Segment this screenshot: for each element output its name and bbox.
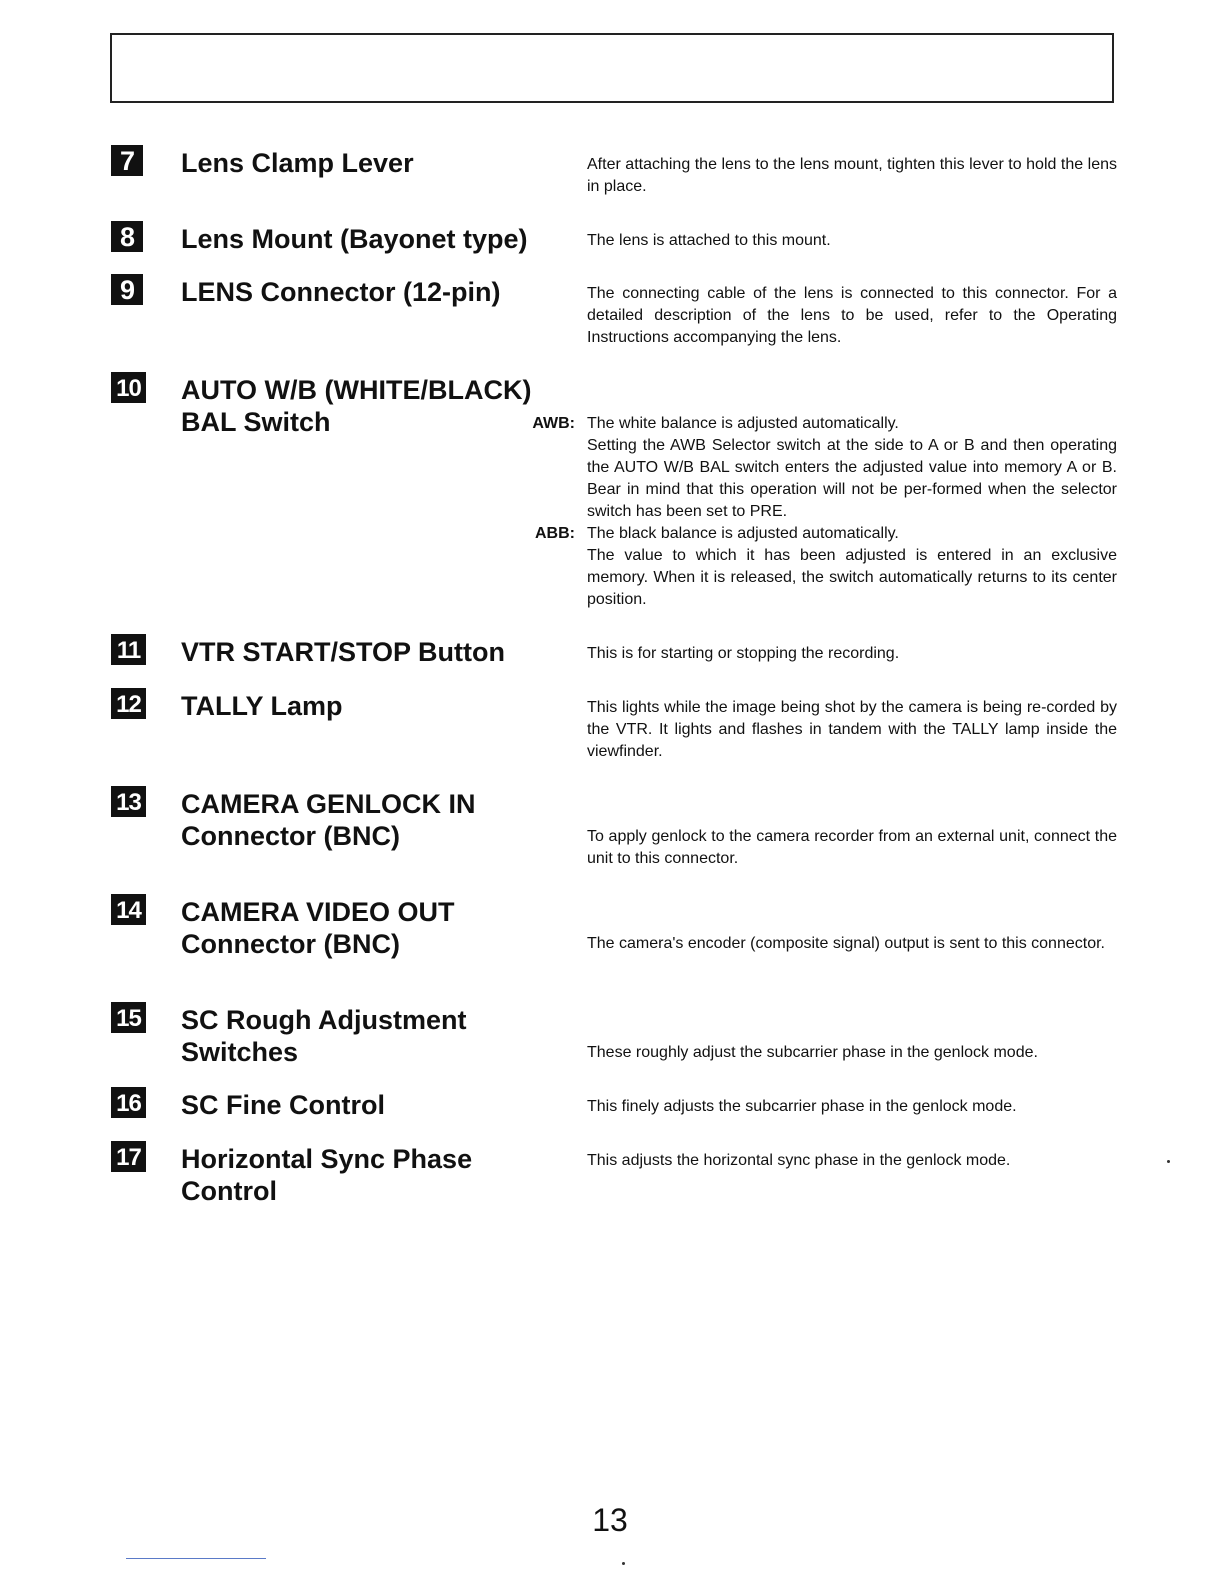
- item-description: The camera's encoder (composite signal) output is sent to this connector.: [587, 935, 1105, 952]
- page-number: 13: [592, 1502, 628, 1538]
- item-number-badge: 9: [111, 274, 143, 305]
- item-number-badge: 17: [111, 1141, 146, 1172]
- item-title: VTR START/STOP Button: [181, 637, 505, 667]
- item-title-line-1: SC Rough Adjustment: [181, 1005, 467, 1035]
- header-box: [110, 33, 1114, 103]
- item-description: These roughly adjust the subcarrier phase in the genlock mode.: [587, 1044, 1038, 1061]
- item-title: LENS Connector (12-pin): [181, 277, 501, 307]
- item-title: [181, 788, 561, 852]
- item-description: This is for starting or stopping the recording.: [587, 645, 900, 662]
- item-description: This lights while the image being shot by the camera is being re-corded by the VTR. It lights and flashes in tandem with the TALLY lamp inside the viewfinder.: [587, 699, 1117, 760]
- item-number-badge: 16: [111, 1087, 146, 1118]
- scan-speck: [622, 1562, 625, 1565]
- item-number-badge: 13: [111, 786, 146, 817]
- item-description: To apply genlock to the camera recorder from an external unit, connect the unit to this connector.: [587, 828, 1117, 867]
- awb-label: AWB:: [532, 415, 575, 432]
- item-title-line-1: CAMERA GENLOCK IN: [181, 789, 476, 819]
- item-title-line-2: Switches: [181, 1037, 299, 1067]
- item-title: Lens Clamp Lever: [181, 148, 414, 178]
- item-title-line-1: CAMERA VIDEO OUT: [181, 897, 455, 927]
- awb-description: The white balance is adjusted automatically. Setting the AWB Selector switch at the side to A or B and then operating the AUTO W/B BAL switch enters the adjusted value into memory A or B. Bear in mind that this operation will not be per-formed when the selector switch has been set to PRE.: [587, 415, 1117, 520]
- item-title-line-1: AUTO W/B (WHITE/BLACK): [181, 375, 532, 405]
- scan-speck: [1167, 1160, 1170, 1163]
- item-description: The lens is attached to this mount.: [587, 232, 831, 249]
- item-number-badge: 12: [111, 688, 146, 719]
- item-number-badge: 11: [111, 634, 146, 665]
- item-title: TALLY Lamp: [181, 691, 343, 721]
- item-title: [181, 1143, 561, 1207]
- item-description: After attaching the lens to the lens mount, tighten this lever to hold the lens in place.: [587, 156, 1117, 195]
- item-number-badge: 10: [111, 372, 146, 403]
- abb-description: The black balance is adjusted automatically. The value to which it has been adjusted is entered in an exclusive memory. When it is released, the switch automatically returns to its center position.: [587, 525, 1117, 608]
- item-description: The connecting cable of the lens is connected to this connector. For a detailed description of the lens to be used, refer to the Operating Instructions accompanying the lens.: [587, 285, 1117, 346]
- item-number-badge: 7: [111, 145, 143, 176]
- item-number-badge: 15: [111, 1002, 146, 1033]
- item-title: [181, 896, 561, 960]
- item-title-line-2: Connector (BNC): [181, 821, 400, 851]
- item-title: [181, 1004, 561, 1068]
- item-title: SC Fine Control: [181, 1090, 385, 1120]
- item-number-badge: 8: [111, 221, 143, 252]
- item-number-badge: 14: [111, 894, 146, 925]
- footer-rule: [126, 1558, 266, 1559]
- item-title: Lens Mount (Bayonet type): [181, 224, 528, 254]
- item-title-line-2: Control: [181, 1176, 277, 1206]
- abb-label: ABB:: [535, 525, 575, 542]
- item-description: This adjusts the horizontal sync phase in the genlock mode.: [587, 1152, 1011, 1169]
- item-description: This finely adjusts the subcarrier phase in the genlock mode.: [587, 1098, 1017, 1115]
- item-title-line-2: BAL Switch: [181, 407, 331, 437]
- item-title-line-2: Connector (BNC): [181, 929, 400, 959]
- item-title-line-1: Horizontal Sync Phase: [181, 1144, 473, 1174]
